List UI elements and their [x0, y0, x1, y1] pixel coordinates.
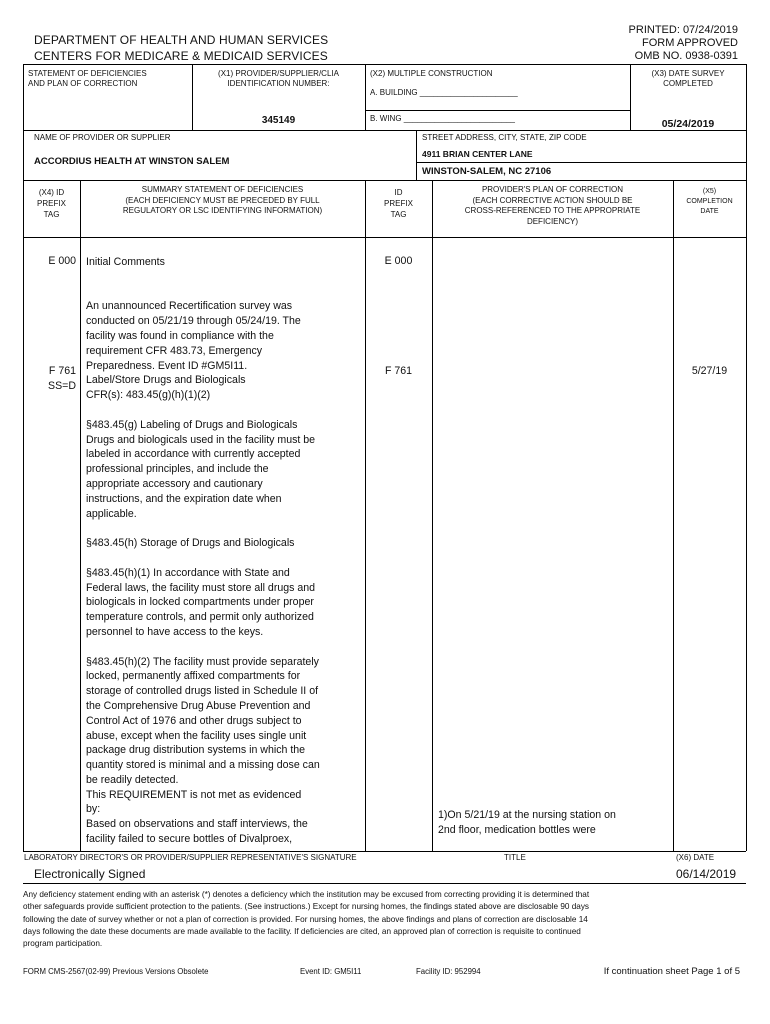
provider-name: ACCORDIUS HEALTH AT WINSTON SALEM: [34, 156, 230, 167]
omb-number: OMB NO. 0938-0391: [634, 50, 738, 62]
rule: [365, 110, 630, 111]
form-approved: FORM APPROVED: [642, 37, 738, 49]
col-divider: [432, 180, 433, 851]
col-header-x4: (X4) ID PREFIX TAG: [37, 188, 66, 219]
statement-label: STATEMENT OF DEFICIENCIES AND PLAN OF CORRECTION: [28, 69, 147, 88]
scope-severity: SS=D: [48, 380, 76, 392]
col-header-x5: (X5) COMPLETION DATE: [686, 188, 733, 215]
signature-date: 06/14/2019: [676, 867, 737, 881]
tag-e000: E 000: [48, 255, 76, 267]
tag-f761: F 761: [48, 365, 76, 377]
centers-title: CENTERS FOR MEDICARE & MEDICAID SERVICES: [34, 49, 328, 63]
plan-of-correction: 1)On 5/21/19 at the nursing station on 2nd floor, medication bottles were: [438, 809, 616, 836]
rule: [23, 64, 746, 65]
provider-label: NAME OF PROVIDER OR SUPPLIER: [34, 133, 171, 142]
rule: [23, 883, 746, 884]
divider: [365, 64, 366, 130]
event-id: Event ID: GM5I11: [300, 967, 362, 976]
rule: [23, 851, 746, 852]
col-divider: [673, 180, 674, 851]
col-header-plan: PROVIDER'S PLAN OF CORRECTION (EACH CORRECTIVE ACTION SHOULD BE CROSS-REFERENCED TO THE APPROPRIATE DEFICIENCY): [464, 185, 641, 226]
id-e000: E 000: [384, 255, 413, 267]
border-left: [23, 64, 24, 851]
wing-field: B. WING _________________________: [370, 114, 516, 123]
rule: [23, 180, 746, 181]
col-header-summary: SUMMARY STATEMENT OF DEFICIENCIES (EACH DEFICIENCY MUST BE PRECEDED BY FULL REGULATORY OR LSC IDENTIFYING INFORMATION): [122, 185, 323, 215]
facility-id: Facility ID: 952994: [416, 967, 481, 976]
signature-label: LABORATORY DIRECTOR'S OR PROVIDER/SUPPLIER REPRESENTATIVE'S SIGNATURE: [24, 853, 357, 862]
title-label: TITLE: [504, 853, 526, 862]
department-title: DEPARTMENT OF HEALTH AND HUMAN SERVICES: [34, 33, 329, 47]
rule: [23, 237, 746, 238]
id-f761: F 761: [384, 365, 413, 377]
rule: [23, 130, 746, 131]
summary-statement: Initial Comments An unannounced Recertification survey was conducted on 05/21/19 through 05/24/19. The facility was found in compliance with the requirement CFR 483.73, Emergency Preparedness. Event ID #GM5I11. Label/Store Drugs and Biologicals CFR(s): 483.45(g)(h)(1)(2) §483.45(g) Labeling of Drugs and Biologicals Drugs and biologicals used in the facility must be labeled in accordance with currently accepted professional principles, and include the appropriate accessory and cautionary instructions, and the expiration date when applicable. §483.45(h) Storage of Drugs and Biologicals §483.45(h)(1) In accordance with State and Federal laws, the facility must store all drugs and biologicals in locked compartments under proper temperature controls, and permit only authorized personnel to have access to the keys. §483.45(h)(2) The facility must provide separately locked, permanently affixed compartments for storage of controlled drugs listed in Schedule II of the Comprehensive Drug Abuse Prevention and Control Act of 1976 and other drugs subject to abuse, except when the facility uses single unit package drug distribution systems in which the quantity stored is minimal and a missing dose can be readily detected. This REQUIREMENT is not met as evidenced by: Based on observations and staff interviews, the facility failed to secure bottles of Divalproex,: [86, 256, 320, 846]
address-line2: WINSTON-SALEM, NC 27106: [422, 166, 552, 177]
col-divider: [80, 180, 81, 851]
page-indicator: If continuation sheet Page 1 of 5: [603, 966, 740, 977]
form-number: FORM CMS-2567(02-99) Previous Versions Obsolete: [23, 967, 209, 976]
survey-date: 05/24/2019: [661, 118, 715, 130]
x3-label: (X3) DATE SURVEY COMPLETED: [651, 69, 725, 88]
building-field: A. BUILDING ______________________: [370, 88, 518, 97]
rule: [416, 162, 746, 163]
address-label: STREET ADDRESS, CITY, STATE, ZIP CODE: [422, 133, 587, 142]
col-header-id: ID PREFIX TAG: [384, 188, 413, 219]
address-line1: 4911 BRIAN CENTER LANE: [422, 149, 533, 159]
disclaimer: Any deficiency statement ending with an asterisk (*) denotes a deficiency which the institution may be excused from correcting providing it is determined that other safeguards provide sufficient protection to the patients. (See instructions.) Except for nursing homes, the findings stated above are disclosable 90 days following the date of survey whether or not a plan of correction is provided. For nursing homes, the above findings and plans of correction are disclosable 14 days following the date these documents are made available to the facility. If deficiencies are cited, an approved plan of correction is requisite to continued program participation.: [23, 890, 590, 949]
signature-value: Electronically Signed: [34, 867, 146, 881]
x1-label: (X1) PROVIDER/SUPPLIER/CLIA IDENTIFICATION NUMBER:: [218, 69, 339, 88]
x2-label: (X2) MULTIPLE CONSTRUCTION: [370, 69, 493, 78]
provider-id: 345149: [261, 115, 296, 126]
col-divider: [365, 180, 366, 851]
x6-date-label: (X6) DATE: [676, 853, 715, 862]
border-right: [746, 64, 747, 851]
printed-date: PRINTED: 07/24/2019: [628, 24, 738, 36]
divider: [416, 130, 417, 180]
completion-date: 5/27/19: [691, 365, 728, 377]
